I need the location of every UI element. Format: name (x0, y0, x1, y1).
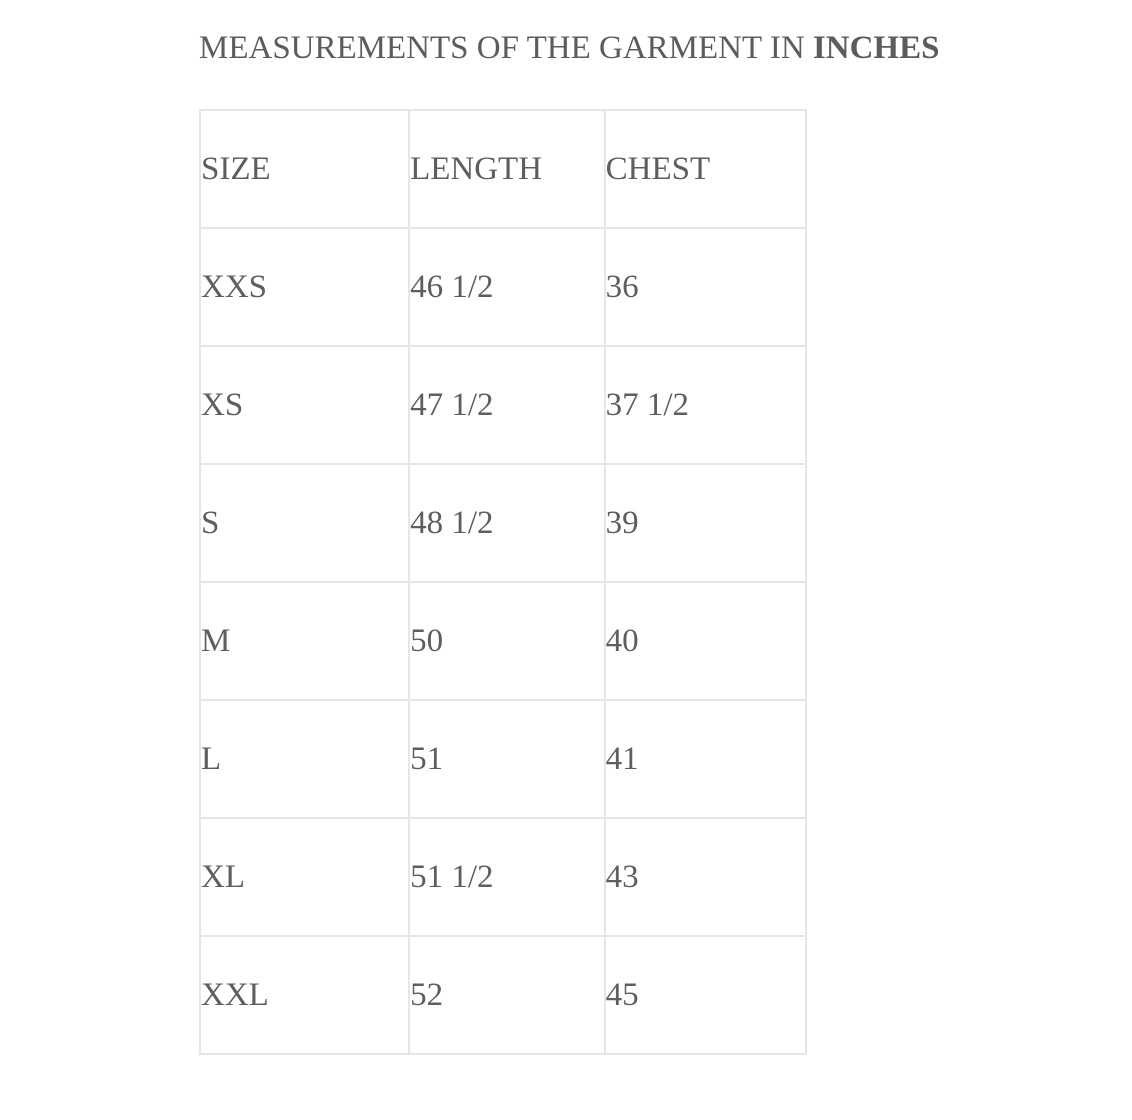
cell-chest: 40 (605, 582, 806, 700)
cell-chest: 36 (605, 228, 806, 346)
table-row (200, 582, 806, 700)
cell-chest: 45 (605, 936, 806, 1054)
table-row (200, 700, 806, 818)
cell-size: M (200, 582, 409, 700)
cell-chest: 43 (605, 818, 806, 936)
cell-size: S (200, 464, 409, 582)
table-row (200, 346, 806, 464)
cell-size: XS (200, 346, 409, 464)
cell-length: 51 1/2 (409, 818, 605, 936)
cell-size: XL (200, 818, 409, 936)
table-row (200, 818, 806, 936)
header-chest: CHEST (605, 110, 806, 228)
cell-length: 51 (409, 700, 605, 818)
cell-chest: 41 (605, 700, 806, 818)
header-length: LENGTH (409, 110, 605, 228)
cell-size: L (200, 700, 409, 818)
page-title (199, 30, 939, 67)
cell-length: 48 1/2 (409, 464, 605, 582)
cell-length: 50 (409, 582, 605, 700)
cell-chest: 39 (605, 464, 806, 582)
table-row (200, 936, 806, 1054)
table-header-row (200, 110, 806, 228)
table-row (200, 464, 806, 582)
cell-chest: 37 1/2 (605, 346, 806, 464)
title-prefix: MEASUREMENTS OF THE GARMENT IN (199, 30, 813, 66)
cell-length: 47 1/2 (409, 346, 605, 464)
cell-length: 46 1/2 (409, 228, 605, 346)
cell-length: 52 (409, 936, 605, 1054)
table-row (200, 228, 806, 346)
size-chart-table (199, 109, 807, 1055)
header-size: SIZE (200, 110, 409, 228)
title-unit: INCHES (812, 30, 940, 66)
cell-size: XXS (200, 228, 409, 346)
cell-size: XXL (200, 936, 409, 1054)
